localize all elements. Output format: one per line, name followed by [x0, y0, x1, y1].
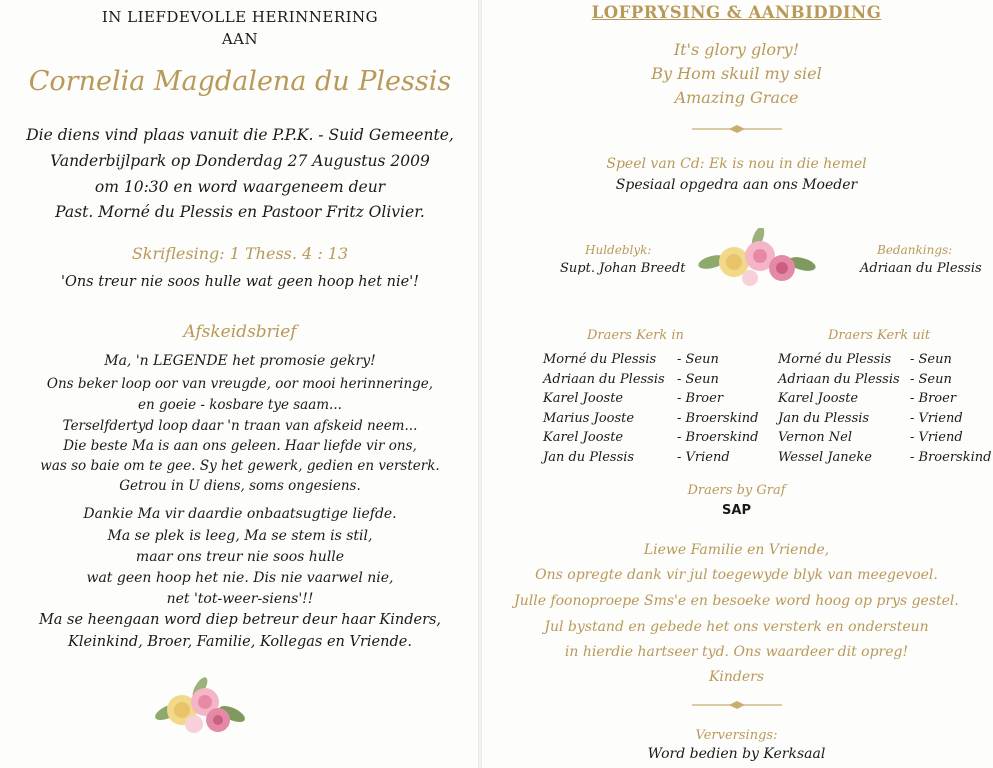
left-page — [0, 0, 480, 768]
memorial-heading-aan: AAN — [221, 30, 259, 48]
pallbearer-name: Adriaan du Plessis — [778, 371, 900, 387]
letter-line: wat geen hoop het nie. Dis nie vaarwel nie, — [86, 570, 394, 586]
letter-line: Terselfdertyd loop daar 'n traan van afskeid neem... — [62, 418, 418, 434]
pallbearer-name: Morné du Plessis — [778, 352, 892, 367]
letter-line: Ons beker loop oor van vreugde, oor mooi herinneringe, — [46, 376, 434, 392]
letter-line: Dankie Ma vir daardie onbaatsugtige liefde. — [83, 506, 397, 522]
letter-line: Getrou in U diens, soms ongesiens. — [119, 478, 361, 494]
letter-line: Ma, 'n LEGENDE het promosie gekry! — [104, 353, 376, 369]
letter-line: Ma se heengaan word diep betreur deur haar Kinders, — [38, 612, 442, 628]
pallbearer-name: Vernon Nel — [778, 430, 853, 445]
service-line: Vanderbijlpark op Donderdag 27 Augustus 2009 — [50, 152, 430, 170]
service-line: Past. Morné du Plessis en Pastoor Fritz Olivier. — [55, 203, 425, 221]
letter-line: was so baie om te gee. Sy het gewerk, gedien en versterk. — [40, 458, 440, 474]
song-item: It's glory glory! — [673, 40, 800, 59]
rose-bouquet-icon — [150, 672, 250, 742]
letter-line: Kleinkind, Broer, Familie, Kollegas en Vriende. — [68, 634, 412, 650]
pallbearer-relation: - Broer — [910, 391, 957, 406]
pallbearer-name: Karel Jooste — [778, 391, 859, 406]
song-item: Amazing Grace — [674, 88, 799, 107]
letter-title: Afskeidsbrief — [183, 322, 297, 342]
pallbearer-relation: - Seun — [910, 352, 952, 367]
pallbearers-in-names — [543, 350, 665, 467]
rose-bouquet-icon — [698, 228, 816, 292]
cd-dedication: Spesiaal opgedra aan ons Moeder — [615, 177, 858, 193]
scripture-text: 'Ons treur nie soos hulle wat geen hoop het nie'! — [60, 274, 420, 290]
tribute-name: Supt. Johan Breedt — [560, 261, 686, 276]
pallbearer-relation: - Broerskind — [677, 430, 759, 445]
service-line: Die diens vind plaas vanuit die P.P.K. - Suid Gemeente, — [26, 126, 454, 144]
thanks-line: Jul bystand en gebede het ons versterk en ondersteun — [544, 619, 929, 635]
thanks-line: in hierdie hartseer tyd. Ons waardeer dit opreg! — [564, 644, 909, 660]
memorial-heading: IN LIEFDEVOLLE HERINNERING — [101, 8, 379, 26]
grave-bearers-text: SAP — [722, 503, 751, 518]
letter-line: Ma se plek is leeg, Ma se stem is stil, — [107, 528, 373, 544]
letter-line: Die beste Ma is aan ons geleen. Haar liefde vir ons, — [63, 438, 417, 454]
song-item: By Hom skuil my siel — [651, 64, 822, 83]
pallbearers-in-relations — [677, 350, 758, 467]
letter-line: en goeie - kosbare tye saam... — [138, 397, 342, 413]
pallbearer-name: Jan du Plessis — [543, 449, 635, 465]
pallbearer-relation: - Seun — [910, 371, 952, 387]
thanks-line: Liewe Familie en Vriende, — [643, 542, 830, 558]
pallbearers-out-names — [778, 350, 900, 467]
grave-bearers-title: Draers by Graf — [687, 483, 786, 498]
cd-title: Speel van Cd: Ek is nou in die hemel — [606, 156, 867, 172]
pallbearer-name: Jan du Plessis — [778, 410, 870, 426]
letter-line: net 'tot-weer-siens'!! — [166, 591, 314, 607]
pallbearer-relation: - Vriend — [910, 430, 963, 445]
ornament-divider-icon — [692, 124, 782, 134]
pallbearers-in-title: Draers Kerk in — [587, 328, 684, 343]
thanks-line: Julle foonoproepe Sms'e en besoeke word hoog op prys gestel. — [514, 593, 959, 609]
pallbearer-relation: - Vriend — [910, 410, 963, 426]
pallbearer-name: Karel Jooste — [543, 430, 624, 445]
refreshments-text: Word bedien by Kerksaal — [647, 746, 826, 762]
worship-title: LOFPRYSING & AANBIDDING — [591, 3, 882, 22]
pallbearers-out-relations — [910, 350, 991, 467]
pallbearer-relation: - Broerskind — [677, 410, 759, 426]
pallbearer-name: Marius Jooste — [543, 410, 635, 426]
tribute-label: Huldeblyk: — [585, 243, 652, 257]
pallbearer-relation: - Seun — [677, 352, 719, 367]
pallbearer-name: Wessel Janeke — [778, 449, 872, 465]
pallbearer-relation: - Seun — [677, 371, 719, 387]
service-line: om 10:30 en word waargeneem deur — [94, 178, 386, 196]
pallbearer-name: Karel Jooste — [543, 391, 624, 406]
refreshments-title: Verversings: — [695, 728, 778, 743]
scripture-title: Skriflesing: 1 Thess. 4 : 13 — [131, 244, 349, 263]
pallbearer-name: Adriaan du Plessis — [543, 371, 665, 387]
thanks-signature: Kinders — [708, 669, 765, 685]
pallbearer-name: Morné du Plessis — [543, 352, 657, 367]
pallbearer-relation: - Vriend — [677, 449, 730, 465]
right-page — [480, 0, 993, 768]
pallbearer-relation: - Broer — [677, 391, 724, 406]
pallbearer-relation: - Broerskind — [910, 449, 992, 465]
thanks-name: Adriaan du Plessis — [860, 261, 982, 276]
thanks-line: Ons opregte dank vir jul toegewyde blyk van meegevoel. — [535, 567, 938, 583]
pallbearers-out-title: Draers Kerk uit — [828, 328, 931, 343]
ornament-divider-icon — [692, 700, 782, 710]
thanks-label: Bedankings: — [877, 243, 953, 257]
deceased-name: Cornelia Magdalena du Plessis — [28, 66, 452, 97]
letter-line: maar ons treur nie soos hulle — [135, 549, 345, 565]
